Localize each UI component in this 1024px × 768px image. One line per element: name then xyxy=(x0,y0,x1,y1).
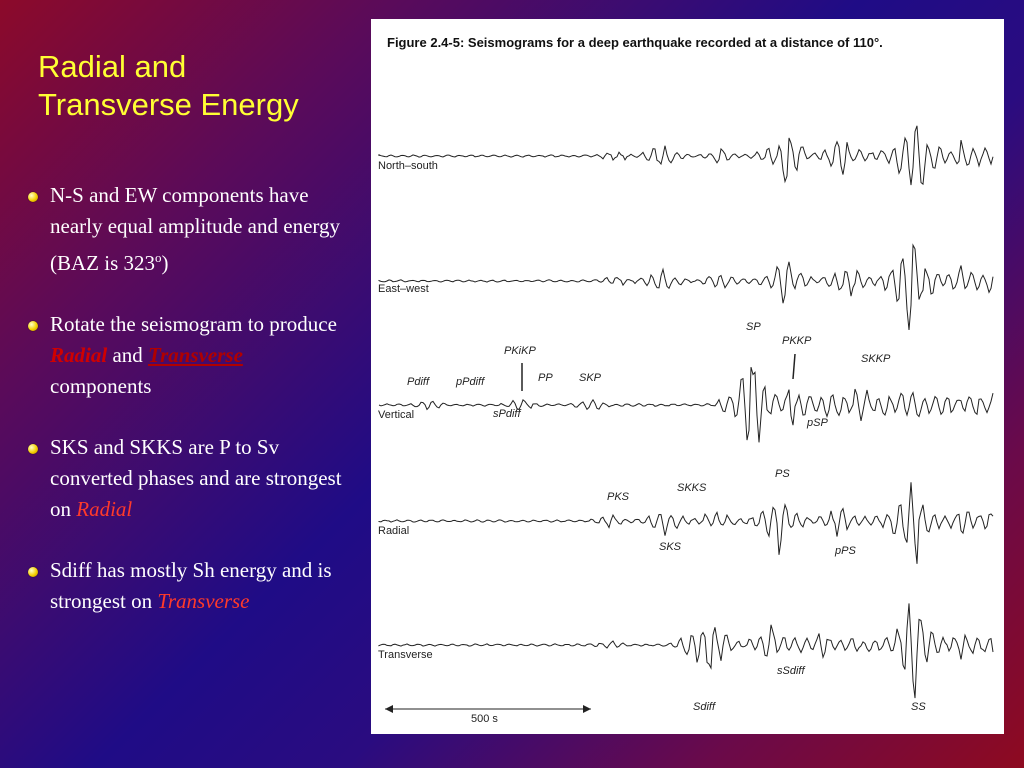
phase-label: SKKS xyxy=(677,482,707,494)
phase-marker xyxy=(793,354,795,379)
bullet-item xyxy=(28,180,348,279)
scale-arrow-left-icon xyxy=(385,705,393,713)
trace-label-vertical: Vertical xyxy=(378,409,415,421)
trace-label-north-south: North–south xyxy=(378,160,438,172)
trace-label-radial: Radial xyxy=(378,525,410,537)
bullet-text-end: ) xyxy=(161,251,169,275)
bullet-text-end: components xyxy=(50,374,152,398)
phase-label: sPdiff xyxy=(493,408,521,420)
trace-label-east-west: East–west xyxy=(378,283,429,295)
phase-label: Pdiff xyxy=(407,376,430,388)
bullet-item xyxy=(28,432,348,525)
phase-label: PKS xyxy=(607,491,630,503)
bullet-text: Sdiff has mostly Sh energy and is strongest on xyxy=(50,558,332,613)
phase-label: pPdiff xyxy=(456,376,485,388)
phase-label: PKiKP xyxy=(504,345,536,357)
trace-label-transverse: Transverse xyxy=(378,649,433,661)
bullet-dot-icon xyxy=(28,567,38,577)
phase-label: Sdiff xyxy=(693,701,716,713)
bullet-dot-icon xyxy=(28,321,38,331)
seismogram-trace xyxy=(379,603,993,698)
seismogram-trace xyxy=(379,482,993,564)
title-line-1: Radial and xyxy=(38,49,187,84)
seismogram-figure xyxy=(371,19,1004,734)
scale-arrow-right-icon xyxy=(583,705,591,713)
bullet-dot-icon xyxy=(28,444,38,454)
degree-sup: o xyxy=(155,250,162,265)
bullet-item xyxy=(28,555,348,617)
bullet-item xyxy=(28,309,348,402)
phase-label: SKKP xyxy=(861,353,891,365)
bullet-text: Rotate the seismogram to produce xyxy=(50,312,337,336)
phase-label: PKKP xyxy=(782,335,812,347)
emphasis-radial: Radial xyxy=(76,497,133,521)
phase-label: SKS xyxy=(659,541,682,553)
seismogram-trace xyxy=(379,126,993,185)
title-line-2: Transverse Energy xyxy=(38,87,299,122)
seismogram-trace xyxy=(379,245,993,330)
phase-label: pPS xyxy=(835,545,856,557)
slide-title xyxy=(38,48,358,124)
phase-label: PS xyxy=(775,468,790,480)
bullet-text-mid: and xyxy=(107,343,149,367)
phase-label: SP xyxy=(746,321,761,333)
time-scale-label: 500 s xyxy=(471,713,498,725)
bullet-dot-icon xyxy=(28,192,38,202)
phase-label: sSdiff xyxy=(777,665,805,677)
bullet-text: N-S and EW components have nearly equal amplitude and energy (BAZ is 323 xyxy=(50,183,341,275)
emphasis-transverse: Transverse xyxy=(148,343,243,367)
bullet-list xyxy=(28,180,348,647)
phase-label: SKP xyxy=(579,372,602,384)
phase-label: SS xyxy=(911,701,926,713)
phase-label: pSP xyxy=(807,417,828,429)
phase-label: PP xyxy=(538,372,553,384)
bullet-text: SKS and SKKS are P to Sv converted phases and are strongest on xyxy=(50,435,342,521)
figure-caption: Figure 2.4-5: Seismograms for a deep earthquake recorded at a distance of 110°. xyxy=(387,35,883,50)
emphasis-transverse: Transverse xyxy=(157,589,250,613)
emphasis-radial: Radial xyxy=(50,343,108,367)
